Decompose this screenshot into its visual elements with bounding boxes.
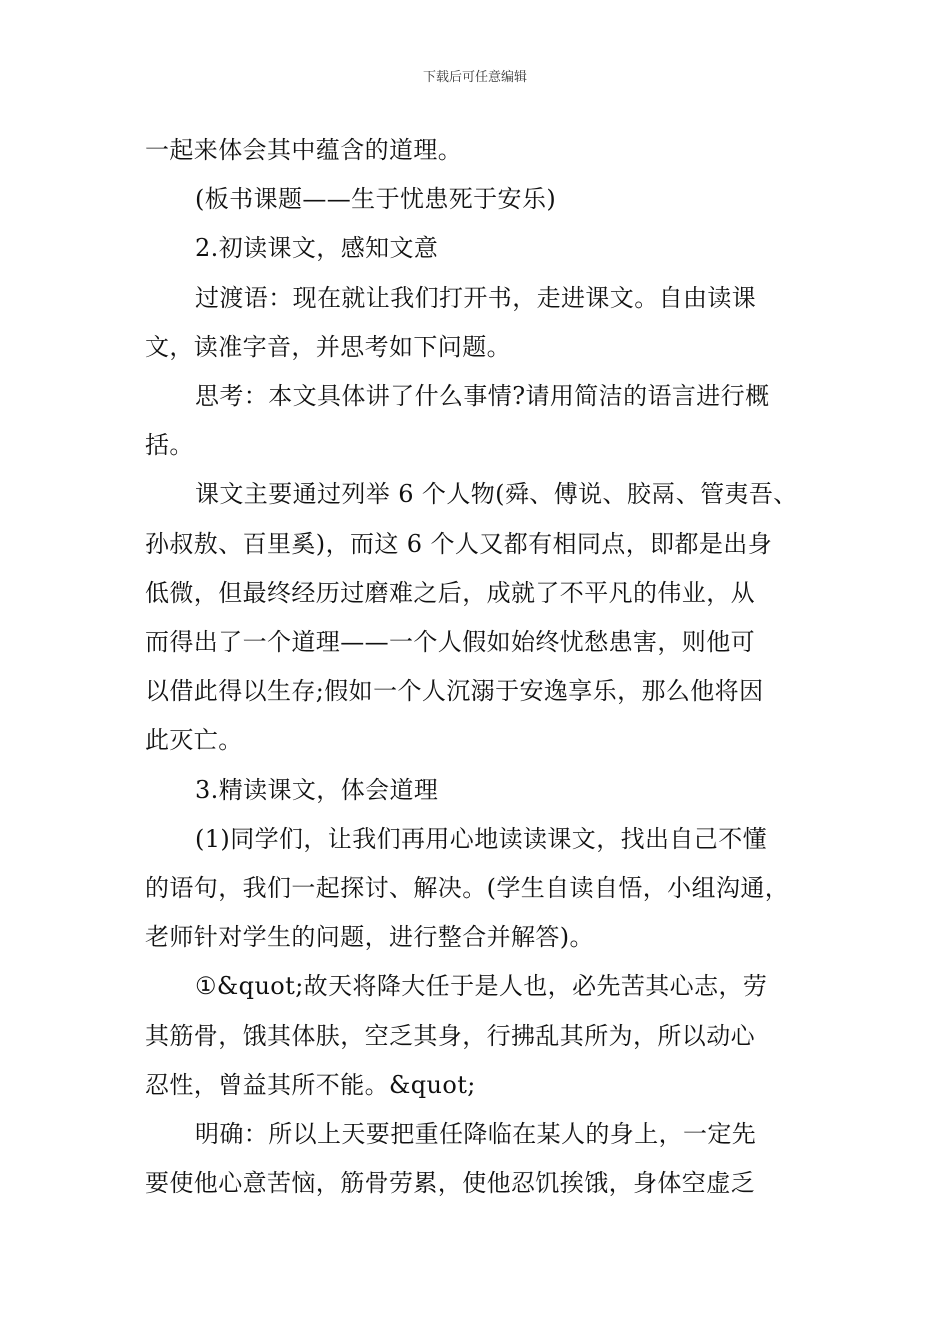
text-line: 的语句，我们一起探讨、解决。(学生自读自悟，小组沟通， xyxy=(145,874,790,903)
text-line: 老师针对学生的问题，进行整合并解答)。 xyxy=(145,923,594,952)
text-line: (1)同学们，让我们再用心地读读课文，找出自己不懂 xyxy=(195,824,767,853)
paragraph xyxy=(145,815,810,963)
paragraph xyxy=(145,470,810,765)
text-line: (板书课题——生于忧患死于安乐) xyxy=(195,185,557,214)
text-line: 思考：本文具体讲了什么事情?请用简洁的语言进行概 xyxy=(195,382,770,411)
text-line: 忍性，曾益其所不能。&quot; xyxy=(145,1070,476,1099)
text-line: 3.精读课文，体会道理 xyxy=(195,775,439,804)
paragraph xyxy=(145,1110,810,1208)
text-line: 孙叔敖、百里奚)，而这 6 个人又都有相同点，即都是出身 xyxy=(145,529,773,558)
text-line: 要使他心意苦恼，筋骨劳累，使他忍饥挨饿，身体空虚乏 xyxy=(145,1169,755,1198)
paragraph xyxy=(145,372,810,470)
text-line: 以借此得以生存;假如一个人沉溺于安逸享乐，那么他将因 xyxy=(145,677,764,706)
text-line: 过渡语：现在就让我们打开书，走进课文。自由读课 xyxy=(195,283,757,312)
text-line: 低微，但最终经历过磨难之后，成就了不平凡的伟业，从 xyxy=(145,578,755,607)
text-line: ①&quot;故天将降大任于是人也，必先苦其心志，劳 xyxy=(195,972,768,1001)
paragraph xyxy=(145,126,810,175)
paragraph xyxy=(145,274,810,372)
text-line: 一起来体会其中蕴含的道理。 xyxy=(145,136,463,164)
text-line: 课文主要通过列举 6 个人物(舜、傅说、胶鬲、管夷吾、 xyxy=(195,480,798,509)
document-body xyxy=(145,126,810,1208)
text-line: 而得出了一个道理——一个人假如始终忧愁患害，则他可 xyxy=(145,628,755,657)
text-line: 文，读准字音，并思考如下问题。 xyxy=(145,332,511,361)
text-line: 其筋骨，饿其体肤，空乏其身，行拂乱其所为，所以动心 xyxy=(145,1021,755,1050)
paragraph xyxy=(145,175,810,224)
text-line: 括。 xyxy=(145,431,194,460)
section-heading xyxy=(145,766,810,815)
page-header: 下载后可任意编辑 xyxy=(422,70,527,85)
text-line: 明确：所以上天要把重任降临在某人的身上，一定先 xyxy=(195,1120,757,1149)
text-line: 此灭亡。 xyxy=(145,726,243,755)
section-heading xyxy=(145,224,810,273)
paragraph xyxy=(145,962,810,1110)
text-line: 2.初读课文，感知文意 xyxy=(195,234,439,263)
